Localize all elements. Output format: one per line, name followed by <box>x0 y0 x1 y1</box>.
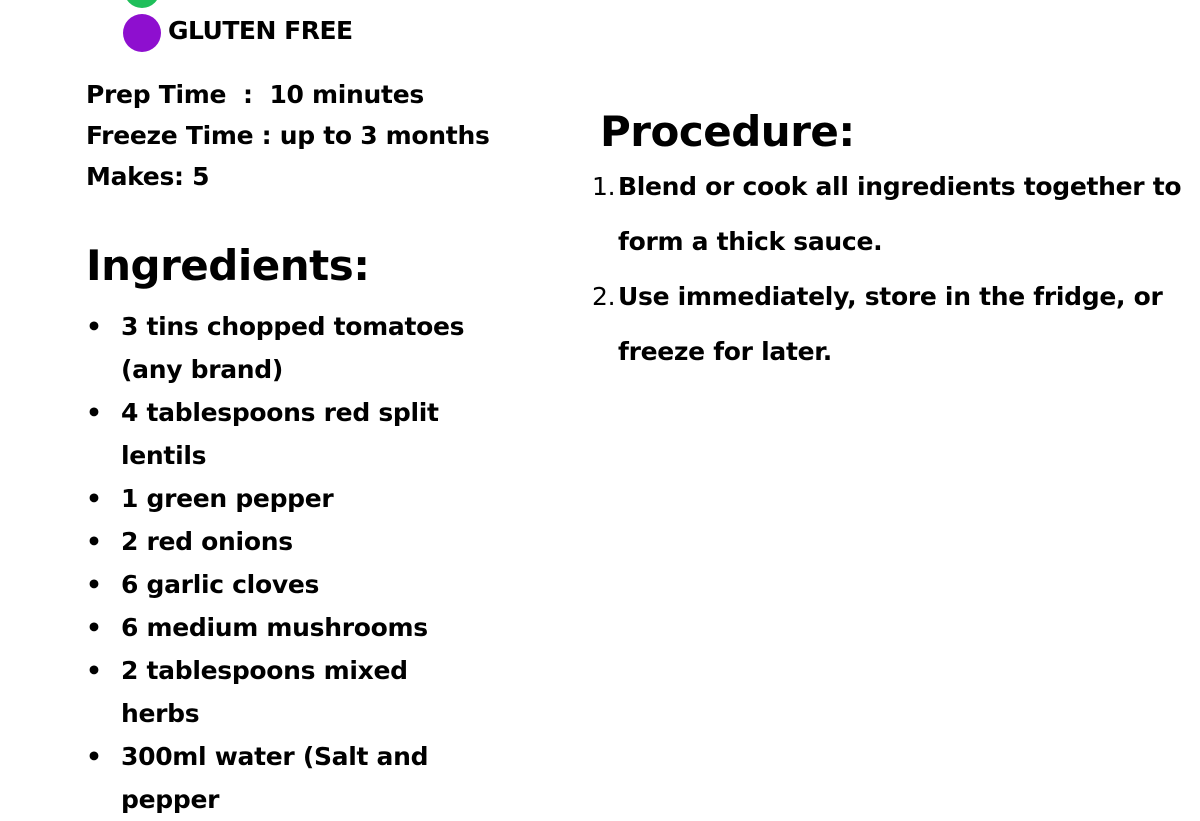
procedure-title: Procedure: <box>600 107 855 156</box>
recipe-meta <box>86 74 546 197</box>
bullet-icon: • <box>86 527 102 556</box>
bullet-icon: • <box>86 570 102 599</box>
bullet-icon: • <box>86 484 102 513</box>
bullet-icon: • <box>86 613 102 642</box>
ingredients-list <box>86 305 486 821</box>
ingredient-item <box>86 477 486 520</box>
bullet-icon: • <box>86 742 102 771</box>
ingredient-text: 3 tins chopped tomatoes (any brand) <box>121 312 465 384</box>
bullet-icon: • <box>86 656 102 685</box>
gluten-free-label: GLUTEN FREE <box>168 16 353 45</box>
makes: Makes: 5 <box>86 162 210 191</box>
ingredient-item <box>86 735 486 821</box>
ingredients-title: Ingredients: <box>86 241 370 290</box>
ingredient-item <box>86 391 486 477</box>
ingredient-item <box>86 649 486 735</box>
ingredient-text: 4 tablespoons red split lentils <box>121 398 439 470</box>
step-number: 2. <box>592 282 616 311</box>
ingredient-item <box>86 563 486 606</box>
prep-time: Prep Time : 10 minutes <box>86 80 424 109</box>
step-number: 1. <box>592 172 616 201</box>
ingredient-text: 300ml water (Salt and pepper <box>121 742 429 814</box>
ingredient-item <box>86 305 486 391</box>
procedure-list <box>592 159 1182 379</box>
ingredient-text: 2 tablespoons mixed herbs <box>121 656 408 728</box>
step-text: Use immediately, store in the fridge, or freeze for later. <box>618 282 1163 366</box>
ingredient-text: 6 medium mushrooms <box>121 613 428 642</box>
ingredient-item <box>86 520 486 563</box>
bullet-icon: • <box>86 312 102 341</box>
ingredient-text: 6 garlic cloves <box>121 570 320 599</box>
purple-tag-dot <box>123 14 161 52</box>
freeze-time: Freeze Time : up to 3 months <box>86 121 490 150</box>
bullet-icon: • <box>86 398 102 427</box>
procedure-step <box>592 269 1182 379</box>
ingredient-text: 1 green pepper <box>121 484 334 513</box>
ingredient-text: 2 red onions <box>121 527 293 556</box>
ingredient-item <box>86 606 486 649</box>
procedure-step <box>592 159 1182 269</box>
step-text: Blend or cook all ingredients together to form a thick sauce. <box>618 172 1182 256</box>
green-tag-dot <box>124 0 160 8</box>
